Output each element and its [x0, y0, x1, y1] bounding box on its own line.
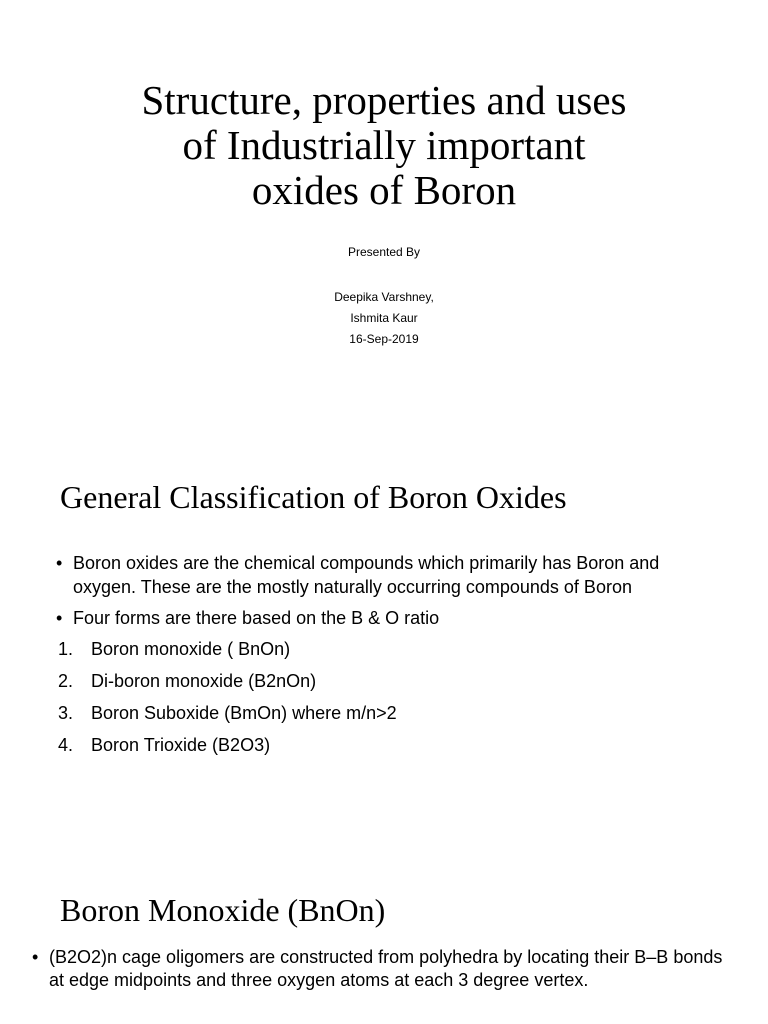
item-number: 4.	[58, 735, 74, 755]
numbered-item	[56, 637, 716, 661]
item-text: Boron monoxide ( BnOn)	[91, 639, 291, 659]
bullet-item	[56, 551, 716, 599]
section-heading-boron-monoxide: Boron Monoxide (BnOn)	[60, 892, 386, 928]
author-line: Deepika Varshney,	[334, 290, 434, 304]
bullet-glyph: •	[56, 553, 63, 573]
bullet-text: Boron oxides are the chemical compounds which primarily has Boron and oxygen. These are the mostly naturally occurring compounds of Boron	[73, 553, 660, 597]
item-number: 1.	[58, 639, 74, 659]
bullet-text: Four forms are there based on the B & O ratio	[73, 608, 440, 628]
item-number: 2.	[58, 671, 74, 691]
bullet-text: (B2O2)n cage oligomers are constructed from polyhedra by locating their B–B bonds at edge midpoints and three oxygen atoms at each 3 degree vertex.	[49, 947, 723, 990]
bullet-item	[32, 946, 732, 992]
classification-list	[56, 551, 716, 765]
authors-block	[0, 287, 768, 350]
bullet-item	[56, 606, 716, 630]
title-line: of Industrially important	[182, 122, 586, 168]
item-text: Boron Trioxide (B2O3)	[91, 735, 271, 755]
bullet-glyph: •	[32, 947, 39, 967]
item-number: 3.	[58, 703, 74, 723]
item-text: Di-boron monoxide (B2nOn)	[91, 671, 317, 691]
section-heading-classification: General Classification of Boron Oxides	[60, 479, 567, 515]
author-line: Ishmita Kaur	[350, 311, 418, 325]
numbered-item	[56, 733, 716, 757]
date-line: 16-Sep-2019	[349, 332, 419, 346]
presented-by-label: Presented By	[347, 245, 421, 259]
numbered-item	[56, 669, 716, 693]
boron-monoxide-list	[32, 946, 732, 999]
bullet-glyph: •	[56, 608, 63, 628]
numbered-item	[56, 701, 716, 725]
slide-title	[60, 78, 708, 213]
title-line: Structure, properties and uses	[141, 77, 627, 123]
item-text: Boron Suboxide (BmOn) where m/n>2	[91, 703, 397, 723]
title-line: oxides of Boron	[251, 167, 517, 213]
